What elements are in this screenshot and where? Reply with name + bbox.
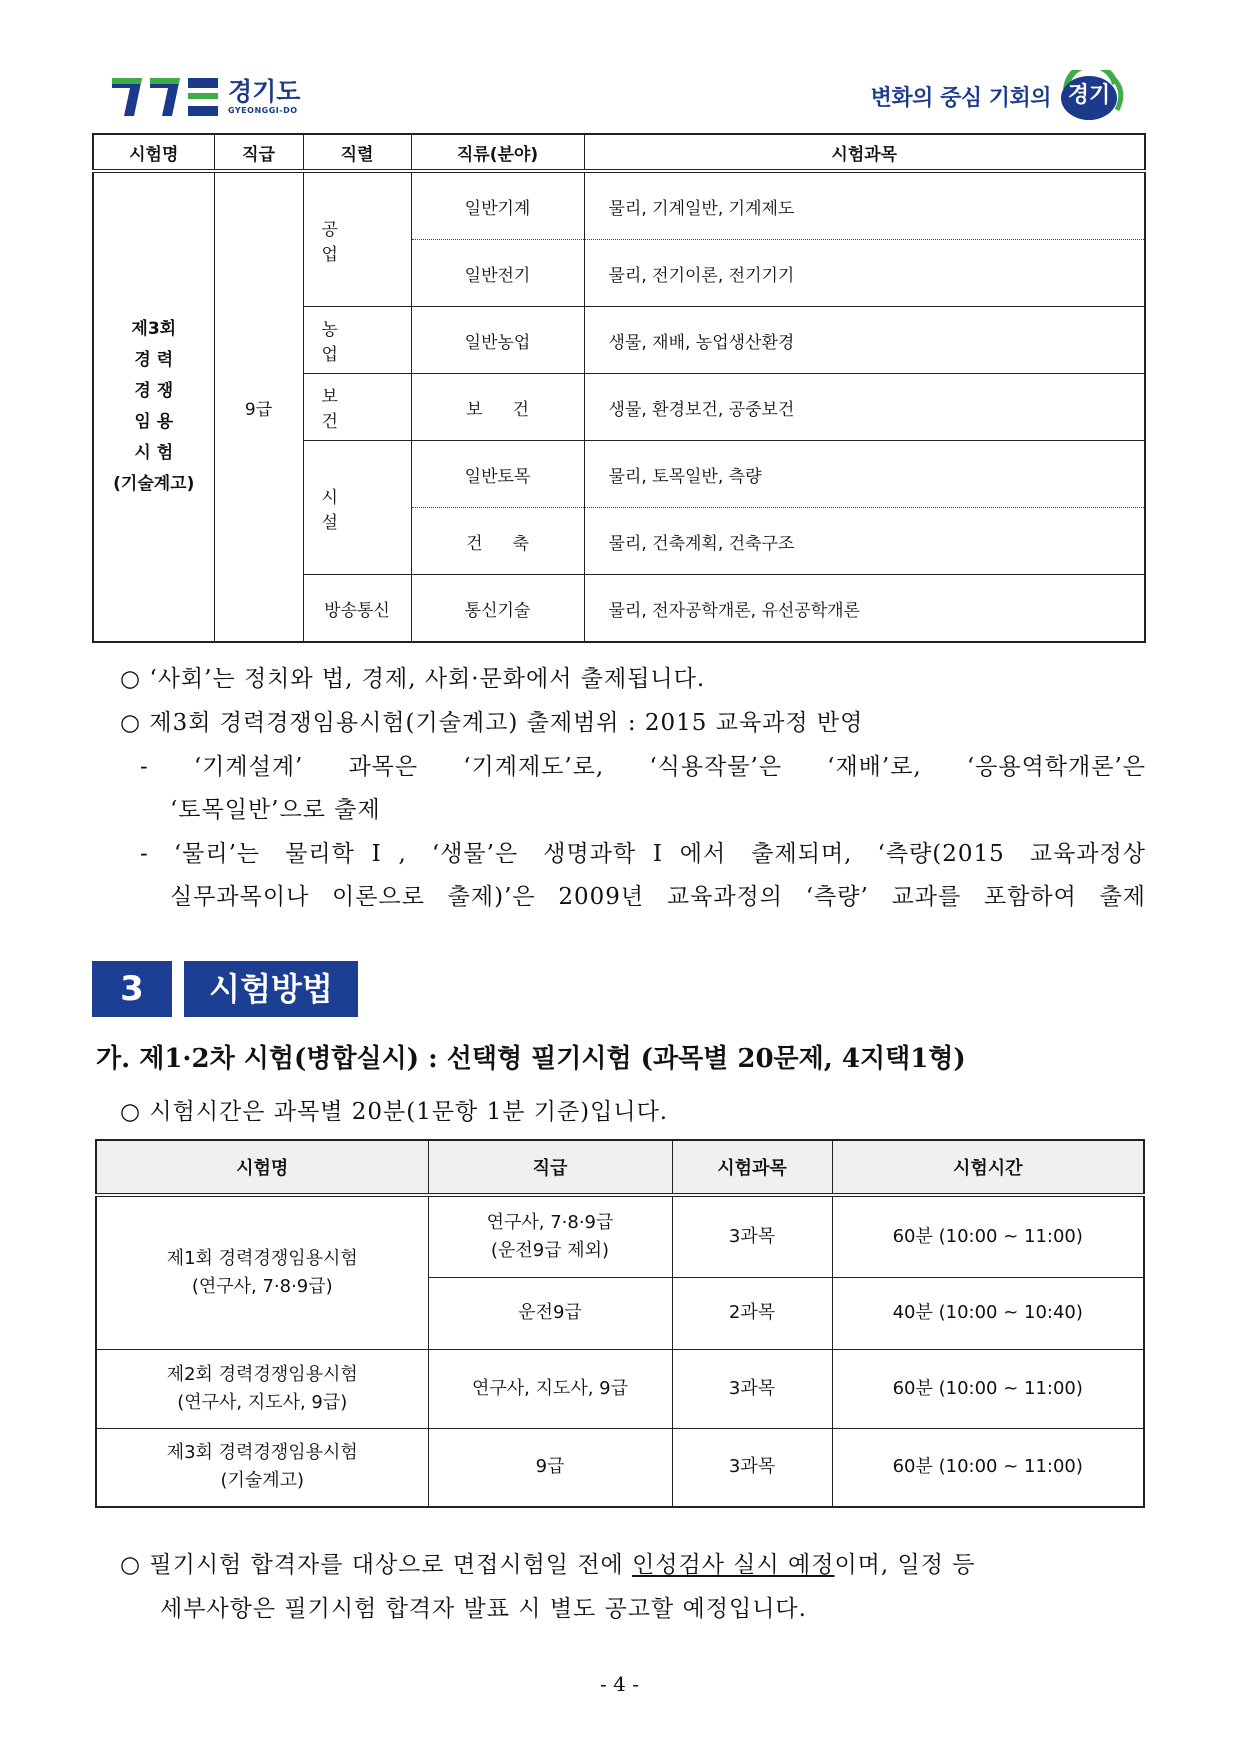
section-title: 시험방법 (184, 961, 358, 1017)
exam-name-line: 경 쟁 (134, 381, 174, 401)
grade-cell: 운전9급 (428, 1277, 672, 1349)
slogan-badge (1057, 70, 1129, 122)
series-cell: 시설 (303, 441, 411, 575)
grade-line: (운전9급 제외) (490, 1239, 610, 1261)
field-cell: 일반기계 (411, 171, 584, 240)
exam-name-line: 제1회 경력경쟁임용시험 (166, 1247, 358, 1269)
note-renamed-subjects-cont: ‘토목일반’으로 출제 (170, 797, 381, 823)
header-subjects: 시험과목 (584, 134, 1145, 171)
field-cell: 일반농업 (411, 307, 584, 374)
subjects-cell: 물리, 전자공학개론, 유선공학개론 (584, 575, 1145, 643)
exam-name-line: (기술계고) (220, 1470, 305, 1492)
exam-name-line: 제3회 (131, 319, 177, 339)
exam-name-cell (96, 1195, 428, 1349)
exam-name-line: (기술계고) (113, 474, 195, 494)
field-cell: 건축 (411, 508, 584, 575)
section-subheading: 가. 제1·2차 시험(병합실시) : 선택형 필기시험 (과목별 20문제, 4지택1형) (96, 1044, 966, 1074)
table-row (96, 1428, 1144, 1507)
header-grade: 직급 (428, 1140, 672, 1195)
series-cell: 공업 (303, 171, 411, 307)
slogan-text: 변화의 중심 기회의 (870, 85, 1051, 111)
subjects-table (92, 133, 1146, 643)
subjects-cell: 물리, 토목일반, 측량 (584, 441, 1145, 508)
note-personality-test-cont: 세부사항은 필기시험 합격자 발표 시 별도 공고할 예정입니다. (160, 1596, 807, 1622)
subject-count-cell: 3과목 (672, 1195, 832, 1277)
header-field: 직류(분야) (411, 134, 584, 171)
note-exam-time: ○ 시험시간은 과목별 20분(1문항 1분 기준)입니다. (120, 1099, 669, 1125)
gyeonggi-logo (112, 74, 300, 120)
exam-name-line: (연구사, 지도사, 9급) (177, 1391, 348, 1413)
exam-name-line: 제3회 경력경쟁임용시험 (166, 1442, 358, 1464)
exam-name-line: 경 력 (134, 350, 174, 370)
table-header-row (93, 134, 1145, 171)
subject-count-cell: 2과목 (672, 1277, 832, 1349)
exam-name-line: 임 용 (134, 412, 174, 432)
exam-name-cell (96, 1349, 428, 1428)
header-exam-time: 시험시간 (832, 1140, 1144, 1195)
grade-line: 연구사, 7·8·9급 (486, 1211, 614, 1233)
exam-time-cell: 60분 (10:00 ~ 11:00) (832, 1349, 1144, 1428)
exam-time-table (95, 1139, 1145, 1508)
exam-name-line: 제2회 경력경쟁임용시험 (166, 1363, 358, 1385)
exam-name-line: 시 험 (134, 443, 174, 463)
note-renamed-subjects: - ‘기계설계’ 과목은 ‘기계제도’로, ‘식용작물’은 ‘재배’로, ‘응용역학개론’은 (140, 754, 1146, 780)
table-header-row (96, 1140, 1144, 1195)
slogan-badge-text: 경기 (1067, 83, 1111, 108)
header-series: 직렬 (303, 134, 411, 171)
series-cell: 농업 (303, 307, 411, 374)
subjects-cell: 생물, 재배, 농업생산환경 (584, 307, 1145, 374)
exam-name-cell (96, 1428, 428, 1507)
subjects-cell: 물리, 기계일반, 기계제도 (584, 171, 1145, 240)
subjects-cell: 물리, 전기이론, 전기기기 (584, 240, 1145, 307)
series-cell: 보건 (303, 374, 411, 441)
subjects-cell: 물리, 건축계획, 건축구조 (584, 508, 1145, 575)
note-scope: ○ 제3회 경력경쟁임용시험(기술계고) 출제범위 : 2015 교육과정 반영 (120, 710, 864, 736)
subject-count-cell: 3과목 (672, 1349, 832, 1428)
header-grade: 직급 (214, 134, 303, 171)
series-cell: 방송통신 (303, 575, 411, 643)
note-physics-biology-cont: 실무과목이나 이론으로 출제)’은 2009년 교육과정의 ‘측량’ 교과를 포함하여 출제 (170, 884, 1146, 910)
subject-count-cell: 3과목 (672, 1428, 832, 1507)
page-number: - 4 - (600, 1672, 639, 1696)
header-exam-name: 시험명 (96, 1140, 428, 1195)
grade-cell (428, 1195, 672, 1277)
header-exam-name: 시험명 (93, 134, 214, 171)
subjects-cell: 생물, 환경보건, 공중보건 (584, 374, 1145, 441)
grade-cell: 연구사, 지도사, 9급 (428, 1349, 672, 1428)
section-number: 3 (92, 961, 172, 1017)
note-personality-test (120, 1546, 975, 1579)
table-row (93, 171, 1145, 240)
field-cell: 보건 (411, 374, 584, 441)
table-row (96, 1195, 1144, 1277)
grade-cell: 9급 (428, 1428, 672, 1507)
exam-name-line: (연구사, 7·8·9급) (191, 1275, 333, 1297)
note-personality-test-suffix: 이며, 일정 등 (834, 1552, 976, 1578)
exam-time-cell: 40분 (10:00 ~ 10:40) (832, 1277, 1144, 1349)
gyeonggi-logo-icon (112, 76, 218, 118)
note-personality-test-underlined: 인성검사 실시 예정 (632, 1552, 835, 1578)
exam-name-cell (93, 171, 214, 642)
exam-time-cell: 60분 (10:00 ~ 11:00) (832, 1428, 1144, 1507)
header-subject-count: 시험과목 (672, 1140, 832, 1195)
note-personality-test-prefix: ○ 필기시험 합격자를 대상으로 면접시험일 전에 (120, 1552, 633, 1578)
note-physics-biology: - ‘물리’는 물리학Ⅰ, ‘생물’은 생명과학Ⅰ에서 출제되며, ‘측량(2015 교육과정상 (140, 841, 1146, 867)
note-social: ○ ‘사회’는 정치와 법, 경제, 사회·문화에서 출제됩니다. (120, 666, 706, 692)
grade-cell: 9급 (214, 171, 303, 642)
field-cell: 일반토목 (411, 441, 584, 508)
table-row (96, 1349, 1144, 1428)
field-cell: 통신기술 (411, 575, 584, 643)
logo-subtitle: GYEONGGI-DO (228, 106, 298, 115)
exam-time-cell: 60분 (10:00 ~ 11:00) (832, 1195, 1144, 1277)
field-cell: 일반전기 (411, 240, 584, 307)
slogan (871, 68, 1129, 124)
logo-name: 경기도 (228, 77, 301, 106)
